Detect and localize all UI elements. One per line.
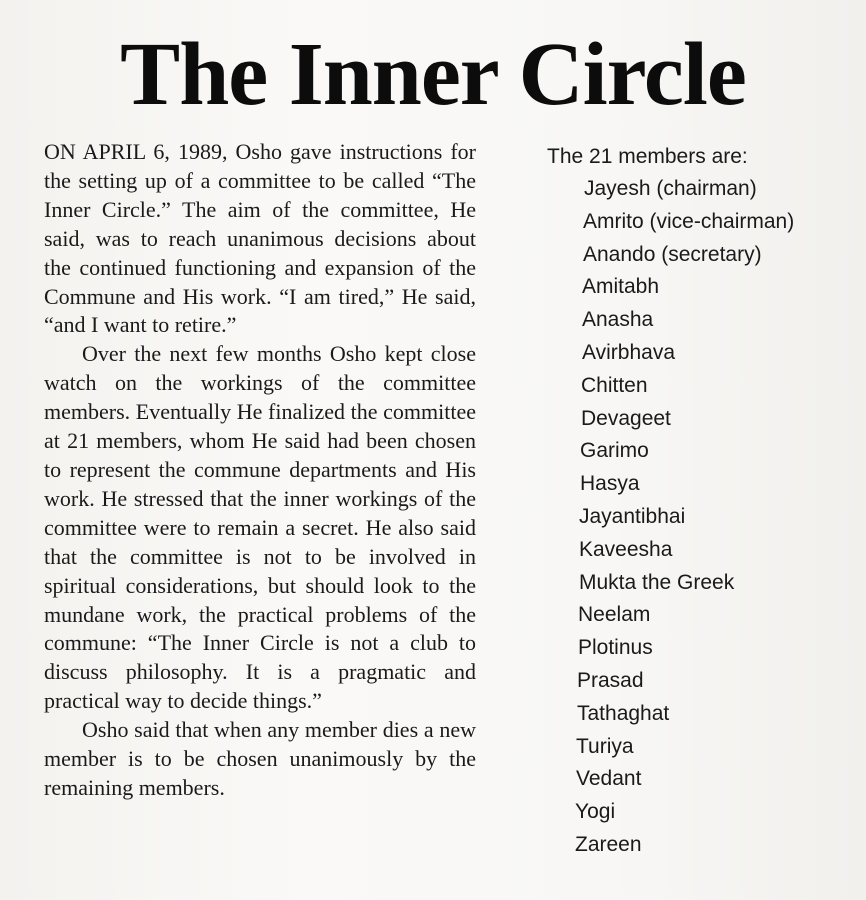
members-column xyxy=(547,140,847,862)
member-item: Turiya xyxy=(576,734,634,758)
member-item: Jayesh (chairman) xyxy=(584,177,757,200)
member-item: Vedant xyxy=(576,767,642,791)
members-heading: The 21 members are: xyxy=(547,145,748,168)
member-item: Neelam xyxy=(578,603,651,627)
article-paragraph-2: Over the next few months Osho kept close watch on the workings of the committee members. Eventually He finalized the committee at 21 members, whom He said had been chosen to represent the commune departments and His work. He stressed that the inner workings of the committee were to remain a secret. He also said that the committee is not to be involved in spiritual considerations, but should look to the mundane work, the practical problems of the commune: “The Inner Circle is not a club to discuss philosophy. It is a pragmatic and practical way to decide things.” xyxy=(44,341,476,714)
member-item: Jayantibhai xyxy=(579,504,686,528)
member-item: Yogi xyxy=(575,800,616,824)
member-item: Prasad xyxy=(577,668,644,692)
article-paragraph-1: ON APRIL 6, 1989, Osho gave instructions for the setting up of a committee to be called “The Inner Circle.” The aim of the committee, He said, was to reach unanimous decisions about the continued functioning and expansion of the Commune and His work. “I am tired,” He said, “and I want to retire.” xyxy=(44,139,476,338)
member-item: Plotinus xyxy=(578,636,653,660)
article-body xyxy=(44,138,476,803)
member-item: Amrito (vice-chairman) xyxy=(583,209,795,233)
member-item: Tathaghat xyxy=(577,701,670,725)
member-item: Anando (secretary) xyxy=(583,242,762,266)
member-item: Garimo xyxy=(580,439,649,463)
member-item: Kaveesha xyxy=(579,537,673,561)
article-paragraph-3: Osho said that when any member dies a new member is to be chosen unanimously by the remaining members. xyxy=(44,717,476,800)
member-item: Mukta the Greek xyxy=(579,570,735,594)
member-item: Hasya xyxy=(580,472,640,496)
members-list xyxy=(547,173,847,862)
member-item: Anasha xyxy=(582,308,654,332)
member-item: Chitten xyxy=(581,373,648,397)
page-title: The Inner Circle xyxy=(120,25,746,124)
member-item: Devageet xyxy=(581,406,671,430)
member-item: Zareen xyxy=(575,832,642,856)
member-item: Avirbhava xyxy=(582,340,676,364)
member-item: Amitabh xyxy=(582,275,660,299)
